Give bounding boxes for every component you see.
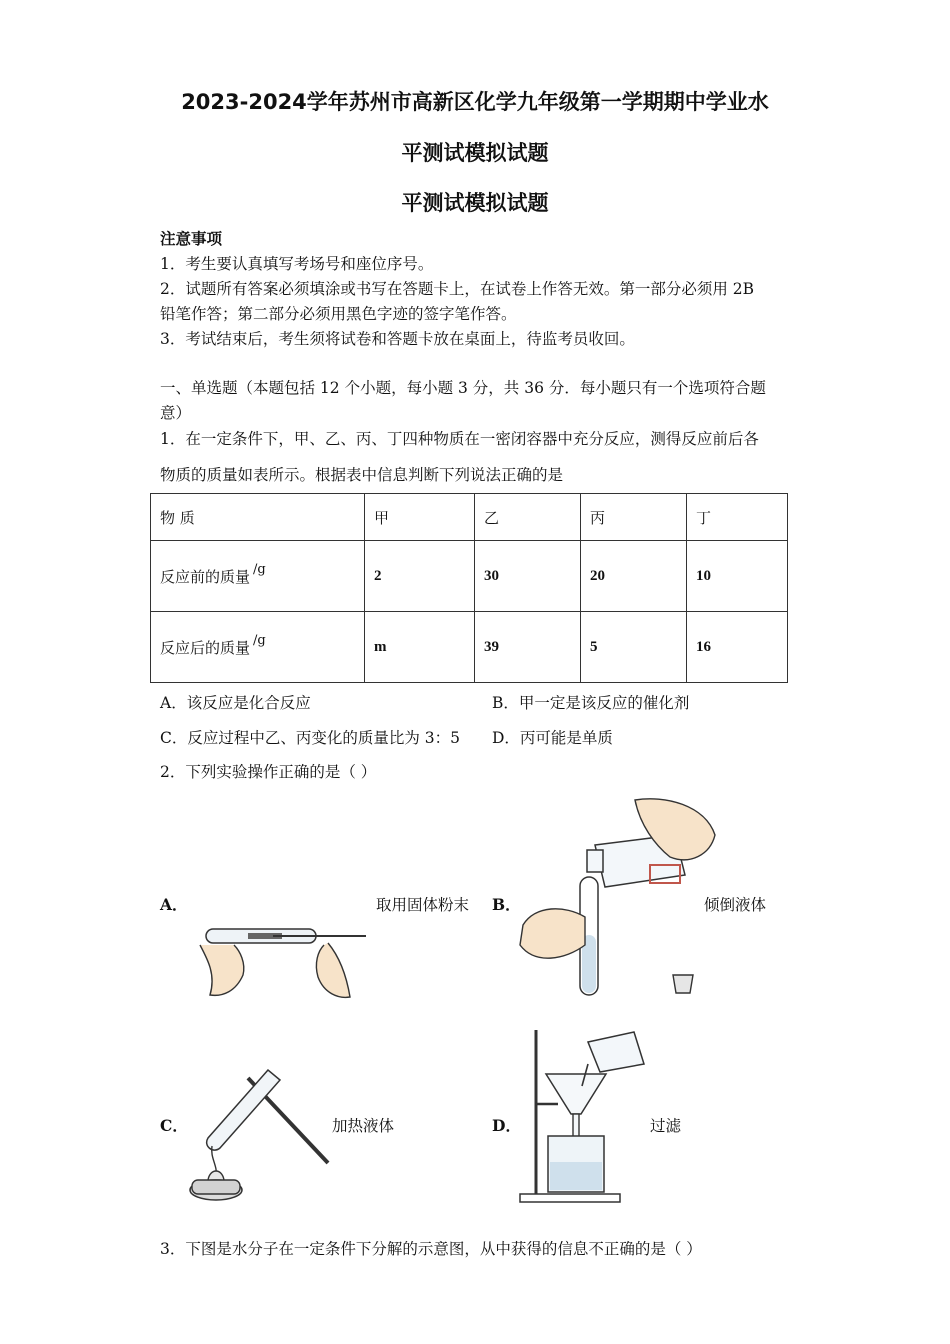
powder-taking-figure: [188, 915, 378, 1010]
q2-option-c-letter: C．: [160, 1116, 188, 1135]
notice-heading: 注意事项: [160, 229, 223, 248]
row-label: 反应后的质量: [160, 638, 251, 657]
notice-item-3: 3．考试结束后，考生须将试卷和答题卡放在桌面上，待监考员收回。: [160, 330, 635, 348]
row-label-cell: [151, 541, 365, 612]
title-line-1: 2023-2024学年苏州市高新区化学九年级第一学期期中学业水: [181, 90, 769, 114]
table-cell: 2: [365, 541, 475, 612]
notice-item-1: 1．考生要认真填写考场号和座位序号。: [160, 255, 434, 273]
q3-stem: 3．下图是水分子在一定条件下分解的示意图，从中获得的信息不正确的是（ ）: [160, 1240, 702, 1258]
table-cell: 20: [581, 541, 687, 612]
section-heading: 一、单选题（本题包括 12 个小题，每小题 3 分，共 36 分．每小题只有一个选项符合题: [160, 379, 766, 397]
q1-option-a: A．该反应是化合反应: [160, 694, 311, 712]
unit-label: /g: [253, 632, 266, 648]
table-header-cell: 乙: [475, 494, 581, 541]
q2-option-d-caption: 过滤: [650, 1117, 682, 1135]
title-line-2: 平测试模拟试题: [401, 141, 549, 165]
row-label: 反应前的质量: [160, 567, 251, 586]
table-header-cell: 甲: [365, 494, 475, 541]
table-header-cell: 丙: [581, 494, 687, 541]
q2-option-b-letter: B．: [492, 895, 521, 914]
row-label-cell: [151, 612, 365, 683]
unit-label: /g: [253, 561, 266, 577]
table-header-cell: 丁: [687, 494, 788, 541]
section-heading-cont: 意）: [160, 404, 192, 422]
notice-item-2: 2．试题所有答案必须填涂或书写在答题卡上，在试卷上作答无效。第一部分必须用 2B: [160, 280, 755, 298]
table-header-cell: 物 质: [151, 494, 365, 541]
table-row-before: [151, 541, 788, 612]
table-cell: 16: [687, 612, 788, 683]
pouring-liquid-figure: [515, 795, 725, 1010]
table-cell: 39: [475, 612, 581, 683]
notice-item-2-cont: 铅笔作答；第二部分必须用黑色字迹的签字笔作答。: [160, 305, 517, 323]
q2-option-c-caption: 加热液体: [332, 1117, 395, 1135]
q1-option-d: D．丙可能是单质: [492, 729, 613, 747]
filtration-figure: [516, 1024, 656, 1206]
table-cell: 5: [581, 612, 687, 683]
table-row-after: [151, 612, 788, 683]
table-cell: 10: [687, 541, 788, 612]
q2-option-a-letter: A．: [160, 895, 188, 914]
q1-stem-line-2: 物质的质量如表所示。根据表中信息判断下列说法正确的是: [160, 466, 564, 484]
title-line-3: 平测试模拟试题: [401, 191, 549, 215]
q2-option-b-caption: 倾倒液体: [704, 896, 767, 914]
q1-option-c: C．反应过程中乙、丙变化的质量比为 3：5: [160, 729, 461, 747]
q1-stem-line-1: 1．在一定条件下，甲、乙、丙、丁四种物质在一密闭容器中充分反应，测得反应前后各: [160, 430, 759, 448]
q2-option-a-caption: 取用固体粉末: [376, 896, 470, 914]
table-header-row: [151, 494, 788, 541]
mass-table: [150, 493, 788, 683]
q1-option-b: B．甲一定是该反应的催化剂: [492, 694, 690, 712]
q2-stem: 2．下列实验操作正确的是（ ）: [160, 763, 377, 781]
table-cell: m: [365, 612, 475, 683]
heating-liquid-figure: [188, 1068, 338, 1208]
table-cell: 30: [475, 541, 581, 612]
q2-option-d-letter: D．: [492, 1116, 521, 1135]
